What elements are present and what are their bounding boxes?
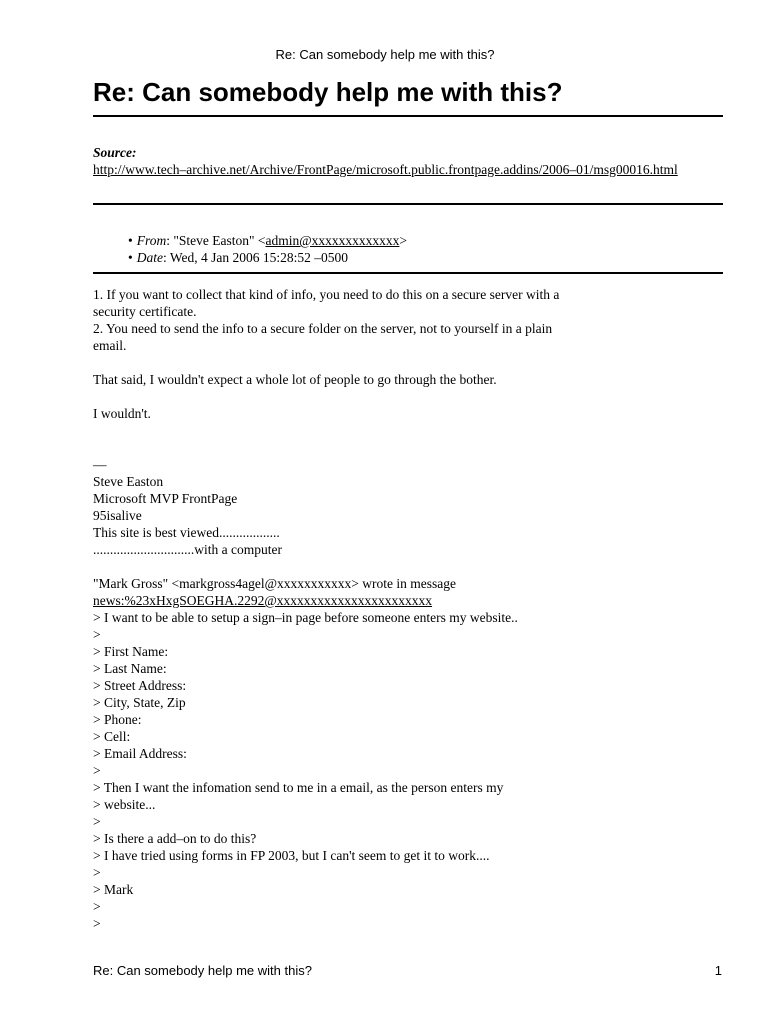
body-line-text: > Then I want the infomation send to me in a email, as the person enters my: [93, 780, 504, 795]
body-line: [93, 575, 653, 592]
body-line: [93, 558, 653, 575]
body-line: [93, 711, 653, 728]
source-label: Source:: [93, 145, 137, 160]
body-line: [93, 779, 653, 796]
body-line-text: > Last Name:: [93, 661, 167, 676]
body-line-text: >: [93, 763, 101, 778]
body-line: [93, 898, 653, 915]
body-line: [93, 541, 653, 558]
body-line: [93, 490, 653, 507]
body-line: [93, 439, 653, 456]
bullet-icon: •: [128, 233, 133, 248]
from-label: From: [136, 233, 167, 248]
body-line-text: > First Name:: [93, 644, 169, 659]
date-label: Date: [136, 250, 163, 265]
message-body: [93, 286, 653, 932]
body-line: [93, 354, 653, 371]
meta-from: [128, 232, 407, 249]
body-line: [93, 371, 653, 388]
body-line-text: > Cell:: [93, 729, 131, 744]
body-line: [93, 626, 653, 643]
body-line-text: > Mark: [93, 882, 134, 897]
body-line: [93, 609, 653, 626]
body-line: [93, 337, 653, 354]
source-link[interactable]: http://www.tech–archive.net/Archive/FrontPage/microsoft.public.frontpage.addins/2006–01/msg00016.html: [93, 162, 678, 177]
body-line-text: Microsoft MVP FrontPage: [93, 491, 238, 506]
body-line: [93, 592, 653, 609]
body-line-text: > City, State, Zip: [93, 695, 186, 710]
from-name: : "Steve Easton" <: [166, 233, 266, 248]
body-line: [93, 660, 653, 677]
body-line-text: >: [93, 916, 101, 931]
body-line: [93, 813, 653, 830]
bullet-icon: •: [128, 250, 133, 265]
body-line: [93, 830, 653, 847]
body-line: [93, 524, 653, 541]
body-line: [93, 745, 653, 762]
body-line: [93, 303, 653, 320]
body-line-text: > website...: [93, 797, 156, 812]
body-line-text: I wouldn't.: [93, 406, 151, 421]
meta-date: [128, 249, 407, 266]
from-email-link[interactable]: admin@xxxxxxxxxxxxx: [265, 233, 400, 248]
title-divider: [93, 115, 723, 117]
body-line-text: ..............................with a computer: [93, 542, 282, 557]
body-line: [93, 796, 653, 813]
body-line-text: ––: [93, 457, 107, 472]
body-line: [93, 286, 653, 303]
body-line: [93, 728, 653, 745]
body-line-text: >: [93, 865, 101, 880]
body-line-text: >: [93, 899, 101, 914]
date-value: : Wed, 4 Jan 2006 15:28:52 –0500: [162, 250, 349, 265]
body-line-text: > I want to be able to setup a sign–in page before someone enters my website..: [93, 610, 518, 625]
message-meta: [128, 232, 407, 266]
body-line: [93, 677, 653, 694]
page-number: 1: [714, 963, 722, 978]
body-line: [93, 405, 653, 422]
body-line-text: That said, I wouldn't expect a whole lot of people to go through the bother.: [93, 372, 497, 387]
running-header: Re: Can somebody help me with this?: [275, 47, 495, 62]
body-line-text: >: [93, 627, 101, 642]
meta-divider: [93, 272, 723, 274]
body-line: [93, 388, 653, 405]
body-line-text: This site is best viewed..................: [93, 525, 280, 540]
body-line: [93, 643, 653, 660]
page-title: Re: Can somebody help me with this?: [93, 77, 563, 107]
body-line: [93, 881, 653, 898]
body-line-text: 1. If you want to collect that kind of info, you need to do this on a secure server with a: [93, 287, 560, 302]
body-line-text: > Street Address:: [93, 678, 187, 693]
body-line: [93, 915, 653, 932]
body-line-text: email.: [93, 338, 127, 353]
source-divider: [93, 203, 723, 205]
body-line: [93, 864, 653, 881]
body-line-text: Steve Easton: [93, 474, 164, 489]
body-line-text: > Phone:: [93, 712, 142, 727]
footer-title: Re: Can somebody help me with this?: [93, 963, 312, 978]
body-line: [93, 320, 653, 337]
body-line-text: 2. You need to send the info to a secure folder on the server, not to yourself in a plain: [93, 321, 553, 336]
body-line: [93, 762, 653, 779]
body-line-text: > I have tried using forms in FP 2003, but I can't seem to get it to work....: [93, 848, 490, 863]
body-line: [93, 422, 653, 439]
body-line: [93, 507, 653, 524]
from-close: >: [399, 233, 408, 248]
news-link[interactable]: news:%23xHxgSOEGHA.2292@xxxxxxxxxxxxxxxxxxxxxxx: [93, 593, 433, 608]
body-line-text: > Is there a add–on to do this?: [93, 831, 257, 846]
body-line: [93, 694, 653, 711]
body-line: [93, 847, 653, 864]
body-line: [93, 473, 653, 490]
body-line: [93, 456, 653, 473]
body-line-text: >: [93, 814, 101, 829]
body-line-text: > Email Address:: [93, 746, 187, 761]
body-line-text: "Mark Gross" <markgross4agel@xxxxxxxxxxx> wrote in message: [93, 576, 456, 591]
body-line-text: 95isalive: [93, 508, 142, 523]
body-line-text: security certificate.: [93, 304, 197, 319]
